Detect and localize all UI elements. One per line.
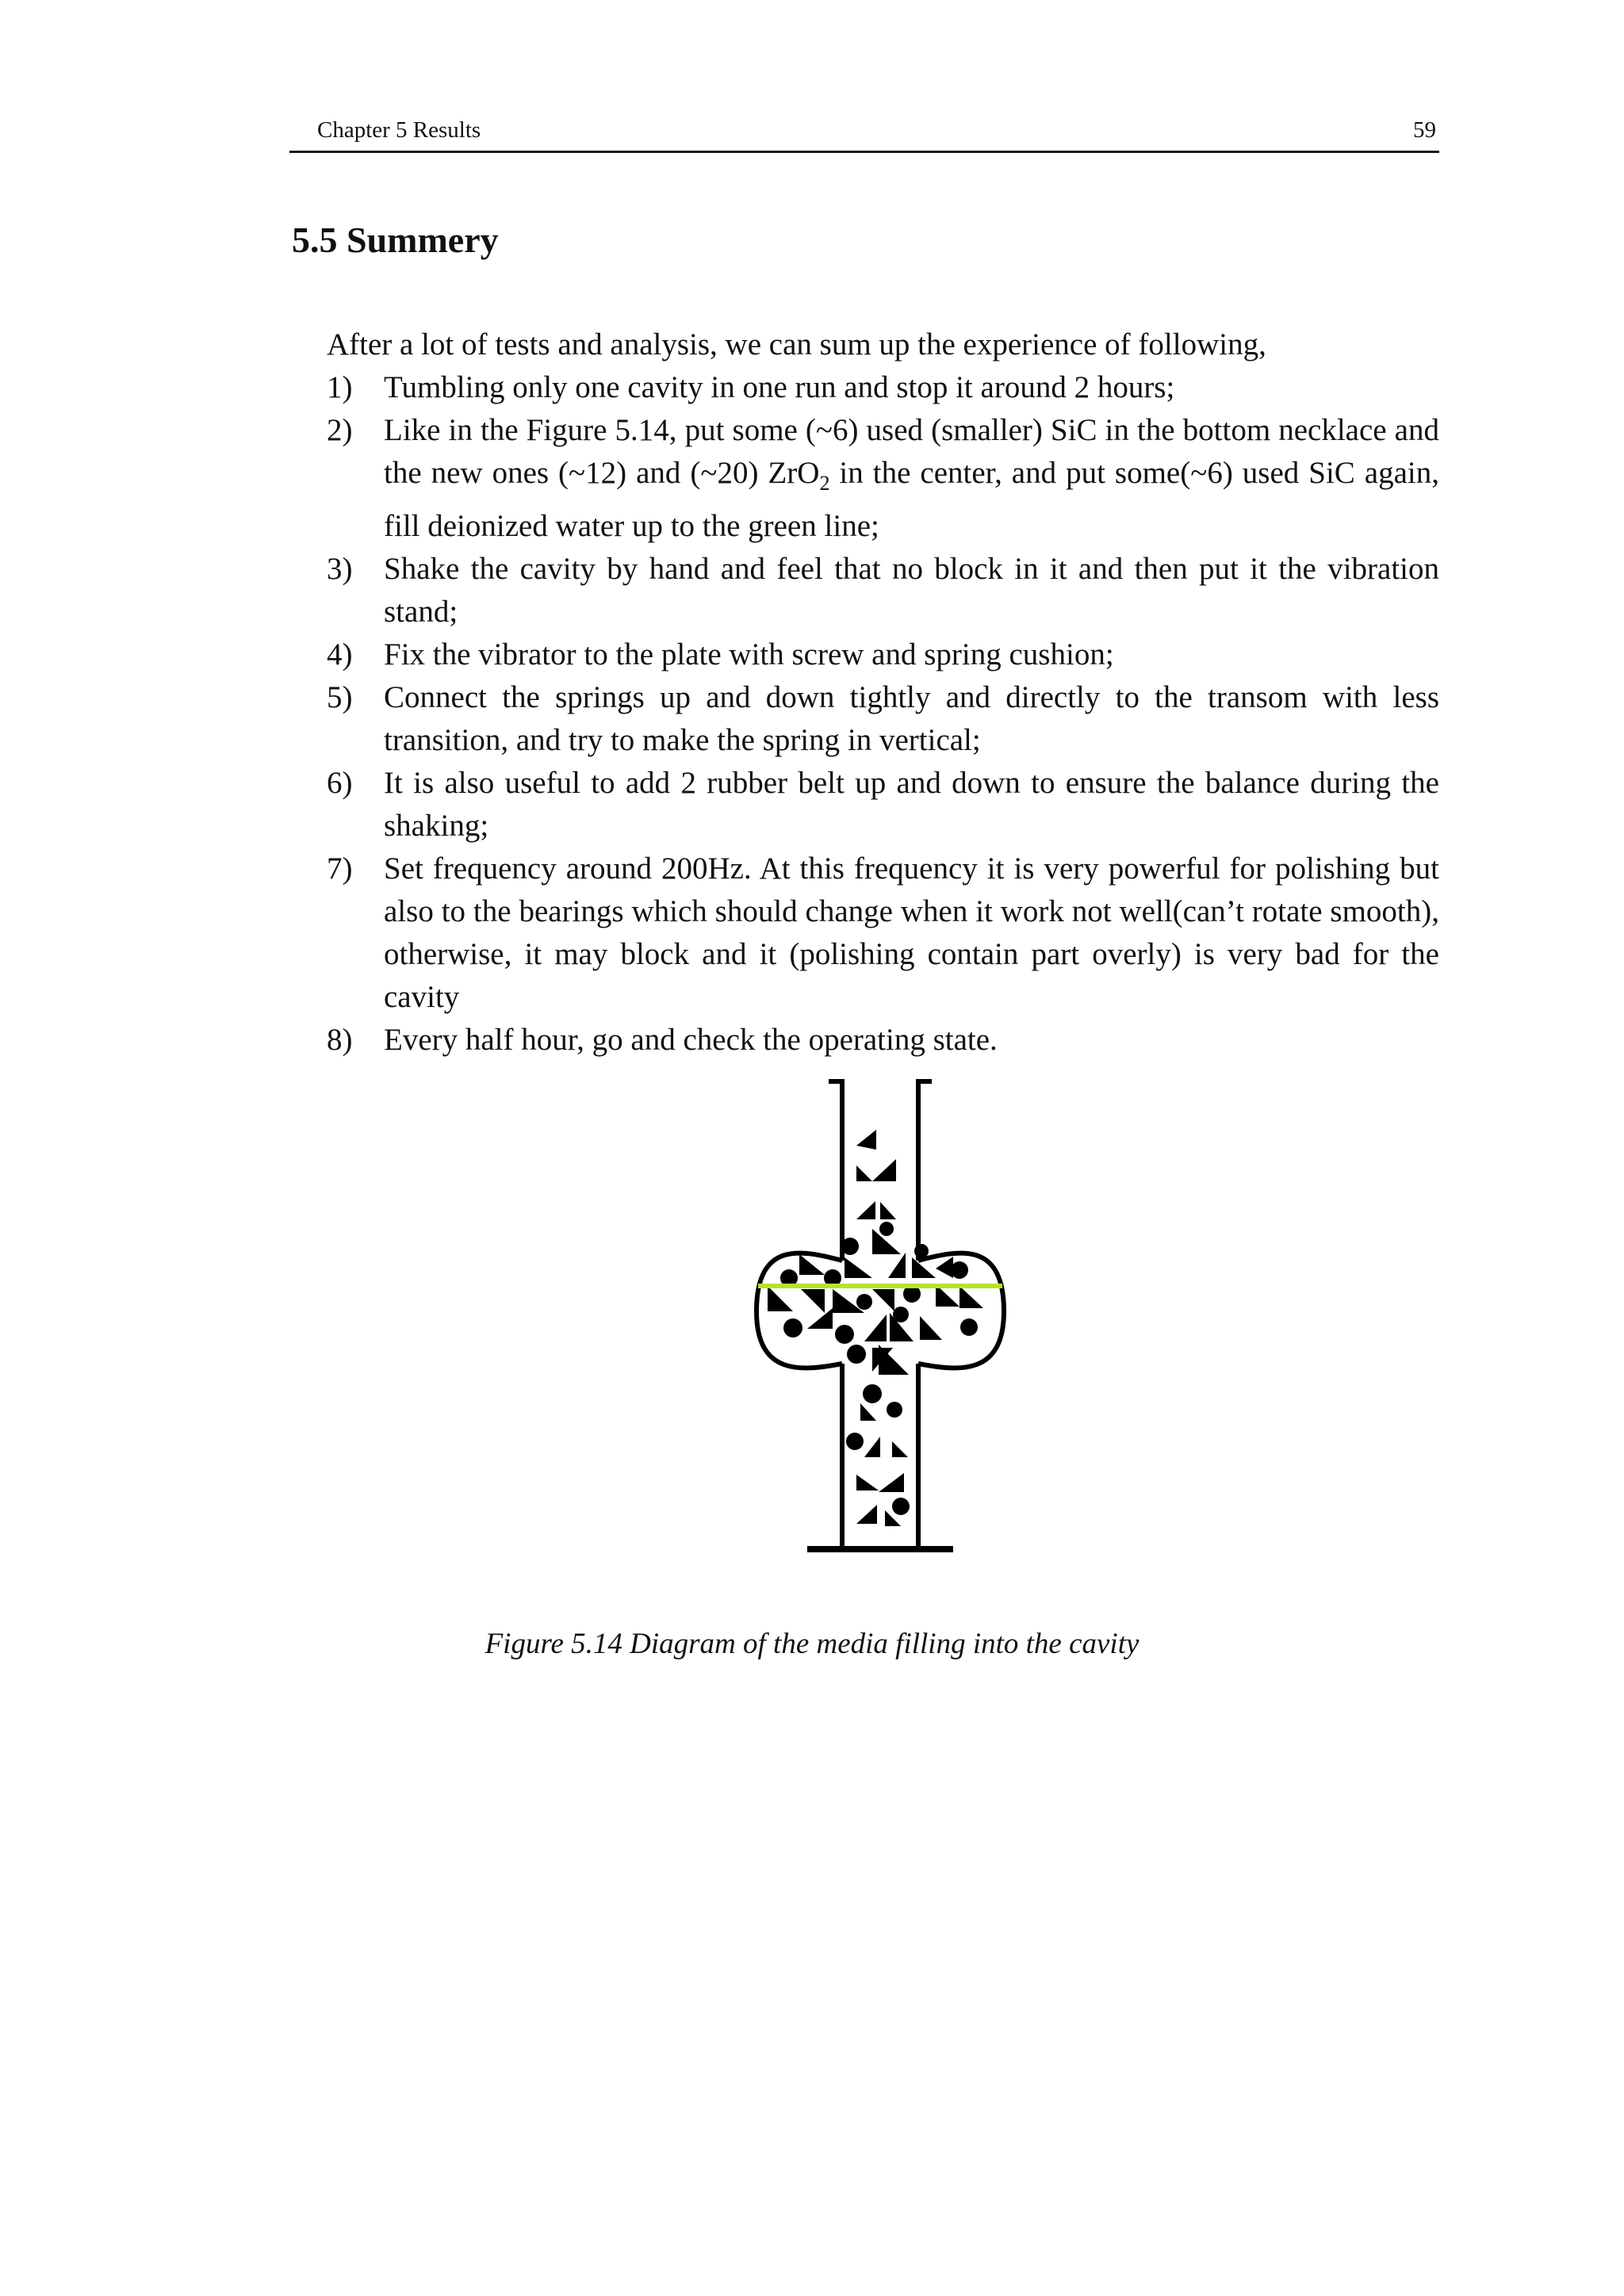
list-item-number: 8) (327, 1022, 353, 1057)
list-item-text: Fix the vibrator to the plate with screw and spring cushion; (384, 637, 1114, 672)
sic-triangle (860, 1403, 876, 1421)
sic-triangle (920, 1316, 942, 1340)
sic-triangle (888, 1253, 906, 1278)
list-item (327, 633, 1439, 676)
zro2-ball (863, 1384, 882, 1403)
page-header (289, 111, 1439, 153)
running-header-chapter: Chapter 5 Results (317, 117, 481, 143)
cavity-outline (756, 1081, 1004, 1549)
sic-triangle (856, 1165, 872, 1181)
section-title: 5.5 Summery (292, 220, 499, 260)
sic-triangle (856, 1505, 877, 1524)
zro2-ball (892, 1498, 910, 1515)
zro2-ball (856, 1294, 872, 1310)
zro2-ball (887, 1402, 902, 1418)
sic-triangle (856, 1201, 875, 1219)
zro2-ball (835, 1325, 854, 1344)
list-item-text (384, 413, 1439, 543)
list-item-text-part: in the center, and put some(~6) used SiC again, fill deionized water up to the green line; (384, 456, 1439, 543)
media-fill (768, 1130, 983, 1526)
sic-triangle (768, 1286, 793, 1311)
list-item-number: 6) (327, 765, 353, 800)
zro2-ball (960, 1318, 978, 1336)
zro2-ball (893, 1307, 909, 1322)
zro2-ball (951, 1261, 968, 1279)
list-item-number: 5) (327, 679, 353, 714)
sic-triangle (872, 1159, 896, 1181)
list-item (327, 848, 1439, 1019)
cavity-diagram (745, 1070, 1015, 1570)
list-item-text: Connect the springs up and down tightly and directly to the transom with less transition, and try to make the spring in vertical; (384, 679, 1439, 757)
subscript: 2 (819, 471, 830, 495)
sic-triangle (864, 1314, 887, 1341)
list-item-number: 4) (327, 637, 353, 672)
sic-triangle (801, 1289, 825, 1313)
list-item-number: 3) (327, 551, 353, 586)
zro2-ball (846, 1433, 864, 1450)
list-item (327, 1019, 1439, 1062)
sic-triangle (845, 1257, 872, 1278)
list-item-text: It is also useful to add 2 rubber belt up and down to ensure the balance during the shaking; (384, 765, 1439, 843)
list-item-number: 2) (327, 413, 353, 447)
list-item-number: 7) (327, 851, 353, 886)
list-item-text: Shake the cavity by hand and feel that no block in it and then put it the vibration stand; (384, 551, 1439, 629)
cavity-left-tube-wall (829, 1081, 842, 1261)
list-item-text-part: Like in the Figure 5.14, put some (~6) used (smaller) SiC in the bottom necklace and the new ones (~12) and (~20) ZrO (384, 413, 1439, 490)
zro2-ball (847, 1345, 866, 1364)
sic-triangle (856, 1475, 879, 1490)
sic-triangle (959, 1286, 983, 1308)
list-item (327, 366, 1439, 409)
sic-triangle (879, 1345, 909, 1375)
cavity-diagram-svg (745, 1070, 1015, 1570)
sic-triangle (872, 1289, 894, 1311)
zro2-ball (914, 1244, 929, 1258)
figure-caption: Figure 5.14 Diagram of the media filling into the cavity (485, 1628, 1139, 1660)
zro2-ball (879, 1222, 894, 1236)
list-item-text: Every half hour, go and check the operating state. (384, 1022, 998, 1057)
sic-triangle (880, 1202, 896, 1219)
list-item-text: Tumbling only one cavity in one run and stop it around 2 hours; (384, 370, 1175, 404)
procedure-list (327, 366, 1439, 1062)
list-item (327, 548, 1439, 633)
sic-triangle (856, 1130, 876, 1150)
intro-paragraph: After a lot of tests and analysis, we can sum up the experience of following, (327, 327, 1266, 362)
list-item-text: Set frequency around 200Hz. At this frequency it is very powerful for polishing but also to the bearings which should change when it work not well(can’t rotate smooth), otherwise, it may block and it (polishing contain part overly) is very bad for the cavity (384, 851, 1439, 1014)
sic-triangle (936, 1257, 953, 1278)
list-item-number: 1) (327, 370, 353, 404)
list-item (327, 676, 1439, 762)
sic-triangle (879, 1473, 904, 1492)
zro2-ball (841, 1238, 859, 1255)
sic-triangle (892, 1441, 908, 1457)
cavity-right-tube-wall (918, 1081, 932, 1261)
sic-triangle (864, 1437, 880, 1457)
zro2-ball (783, 1318, 802, 1337)
sic-triangle (807, 1308, 833, 1329)
list-item (327, 762, 1439, 848)
list-item (327, 409, 1439, 548)
page-number: 59 (1413, 117, 1436, 143)
